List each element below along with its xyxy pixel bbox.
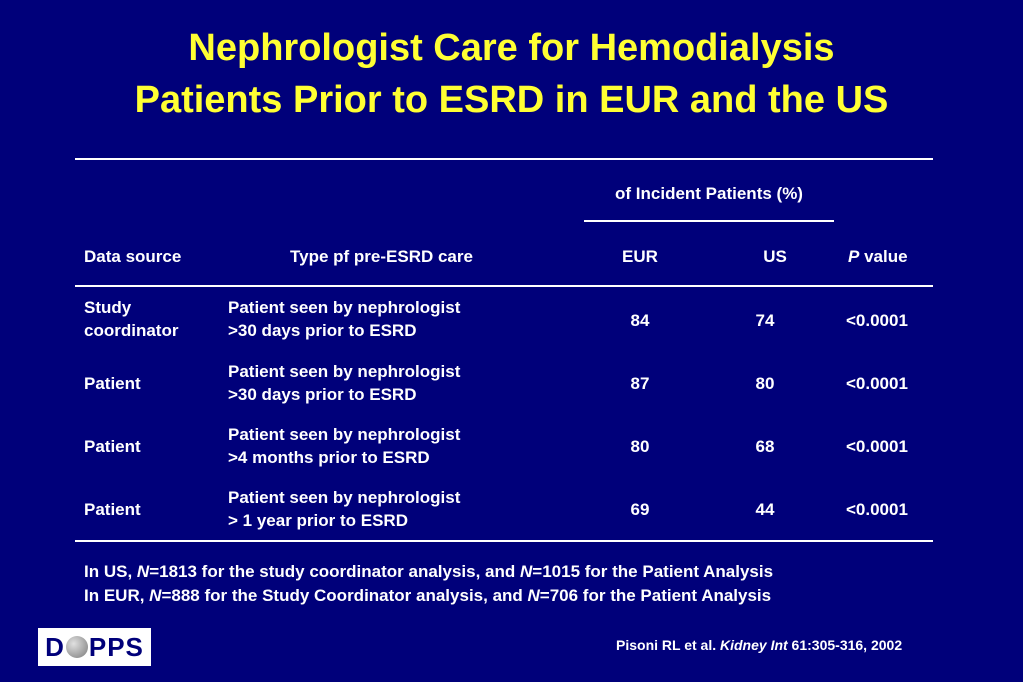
care-line-1: Patient seen by nephrologist: [228, 362, 461, 381]
row-data-source: [84, 296, 178, 342]
row-p-value: <0.0001: [846, 311, 908, 330]
header-us: US: [763, 247, 787, 266]
header-bottom-rule: [75, 285, 933, 287]
row-us-value: 44: [755, 500, 775, 519]
table-top-rule: [75, 158, 933, 160]
care-line-2: >30 days prior to ESRD: [228, 385, 417, 404]
care-line-1: Patient seen by nephrologist: [228, 425, 461, 444]
header-p-value: [848, 245, 908, 268]
p-rest: value: [859, 247, 908, 266]
row-eur-value: 80: [630, 437, 650, 456]
header-eur: EUR: [622, 247, 658, 266]
care-line-2: >30 days prior to ESRD: [228, 321, 417, 340]
header-data-source: Data source: [84, 247, 182, 266]
title-line-2: Patients Prior to ESRD in EUR and the US: [134, 79, 889, 121]
row-us-value: 68: [755, 437, 775, 456]
header-care-type: Type pf pre-ESRD care: [290, 247, 473, 266]
care-line-2: > 1 year prior to ESRD: [228, 511, 408, 530]
row-care-type: [228, 360, 460, 406]
row-us-value: 80: [755, 374, 775, 393]
footnotes: [84, 560, 773, 608]
row-care-type: [228, 423, 460, 469]
citation: Pisoni RL et al. Kidney Int 61:305-316, 2002: [616, 637, 903, 653]
row-eur-value: 84: [630, 311, 650, 330]
p-italic: P: [848, 247, 860, 266]
group-header: of Incident Patients (%): [615, 184, 803, 203]
source-line-1: Study: [84, 298, 132, 317]
globe-icon: [66, 636, 88, 658]
care-line-2: >4 months prior to ESRD: [228, 448, 430, 467]
row-care-type: [228, 296, 460, 342]
row-data-source: Patient: [84, 500, 141, 519]
row-eur-value: 87: [630, 374, 650, 393]
dopps-logo: D PPS: [38, 628, 151, 666]
row-p-value: <0.0001: [846, 437, 908, 456]
row-us-value: 74: [755, 311, 775, 330]
row-eur-value: 69: [630, 500, 650, 519]
row-data-source: Patient: [84, 374, 141, 393]
care-line-1: Patient seen by nephrologist: [228, 488, 461, 507]
row-p-value: <0.0001: [846, 374, 908, 393]
row-care-type: [228, 486, 460, 532]
source-line-2: coordinator: [84, 321, 179, 340]
title-line-1: Nephrologist Care for Hemodialysis: [188, 27, 835, 69]
footnote-us: In US, N=1813 for the study coordinator analysis, and N=1015 for the Patient Analysis: [84, 562, 774, 581]
group-header-rule: [584, 220, 834, 222]
care-line-1: Patient seen by nephrologist: [228, 298, 461, 317]
slide-title: [0, 22, 1023, 126]
row-data-source: Patient: [84, 437, 141, 456]
table-bottom-rule: [75, 540, 933, 542]
row-p-value: <0.0001: [846, 500, 908, 519]
footnote-eur: In EUR, N=888 for the Study Coordinator analysis, and N=706 for the Patient Analysis: [84, 586, 772, 605]
